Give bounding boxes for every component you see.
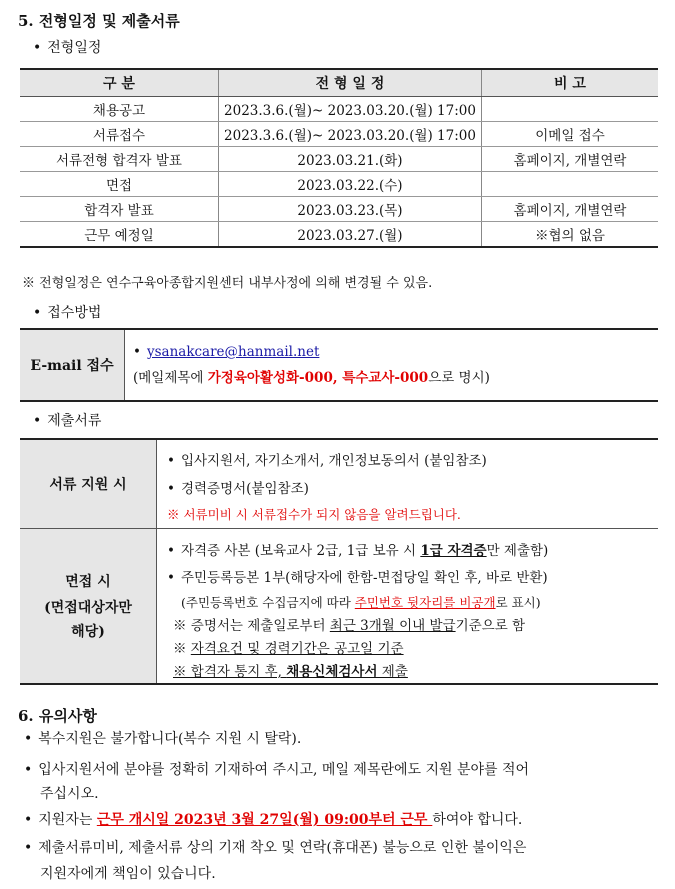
table-row: 합격자 발표 2023.03.23.(목) 홈페이지, 개별연락 [20,197,658,222]
subheading-schedule: • 전형일정 [33,40,102,56]
docs-note-eligibility: ※ 자격요건 및 경력기간은 공고일 기준 [173,641,404,657]
header-remarks: 비 고 [482,69,659,97]
list-item: • 입사지원서, 자기소개서, 개인정보동의서 (붙임참조) [167,453,487,469]
schedule-note: ※ 전형일정은 연수구육아종합지원센터 내부사정에 의해 변경될 수 있음. [22,276,433,291]
caution-item: • 제출서류미비, 제출서류 상의 기재 착오 및 연락(휴대폰) 불능으로 인한 불이익은 [24,840,527,856]
list-item: • 주민등록등본 1부(해당자에 한함-면접당일 확인 후, 바로 반환) [167,570,548,586]
docs-label-application: 서류 지원 시 [20,439,157,529]
list-item: • 경력증명서(붙임참조) [167,481,309,497]
table-row: 서류접수 2023.3.6.(월)~ 2023.03.20.(월) 17:00 이메일 접수 [20,122,658,147]
caution-item: • 지원자는 근무 개시일 2023년 3월 27일(월) 09:00부터 근무 하여야 합니다. [24,812,523,828]
docs-id-note: (주민등록번호 수집금지에 따라 주민번호 뒷자리를 비공개로 표시) [181,595,541,610]
email-subject-instruction: (메일제목에 가정육아활성화-000, 특수교사-000으로 명시) [133,370,490,386]
header-schedule: 전 형 일 정 [219,69,482,97]
docs-interview-content [157,529,659,685]
header-category: 구 분 [20,69,219,97]
section-6-title: 6. 유의사항 [18,707,97,725]
list-item: • 자격증 사본 (보육교사 2급, 1급 보유 시 1급 자격증만 제출함) [167,543,549,559]
docs-warning: ※ 서류미비 시 서류접수가 되지 않음을 알려드립니다. [167,507,461,522]
table-row: 채용공고 2023.3.6.(월)~ 2023.03.20.(월) 17:00 [20,97,658,122]
table-row: 서류전형 합격자 발표 2023.03.21.(화) 홈페이지, 개별연락 [20,147,658,172]
email-link[interactable]: ysanakcare@hanmail.net [146,344,320,360]
schedule-table [20,68,658,248]
caution-item: • 복수지원은 불가합니다(복수 지원 시 탈락). [24,731,302,747]
table-row: 면접 2023.03.22.(수) [20,172,658,197]
caution-item: • 입사지원서에 분야를 정확히 기재하여 주시고, 메일 제목란에도 지원 분야를 적어 [24,762,530,778]
caution-item-cont: 지원자에게 책임이 있습니다. [40,866,216,882]
docs-note-certificate: ※ 증명서는 제출일로부터 최근 3개월 이내 발급기준으로 함 [173,618,526,634]
docs-note-medical: ※ 합격자 통지 후, 채용신체검사서 제출 [173,664,408,680]
docs-application-content [157,439,659,529]
section-5-title: 5. 전형일정 및 제출서류 [18,12,180,30]
email-label: E-mail 접수 [20,329,125,401]
caution-item-cont: 주십시오. [40,786,99,802]
table-row: 근무 예정일 2023.03.27.(월) ※협의 없음 [20,222,658,248]
subheading-docs: • 제출서류 [33,413,102,429]
email-table [20,328,658,402]
docs-label-interview: 면접 시 (면접대상자만 해당) [20,529,157,685]
email-content: • ysanakcare@hanmail.net (메일제목에 가정육아활성화-000, 특수교사-000으로 명시) [125,329,659,401]
subheading-method: • 접수방법 [33,305,102,321]
documents-table [20,438,658,685]
